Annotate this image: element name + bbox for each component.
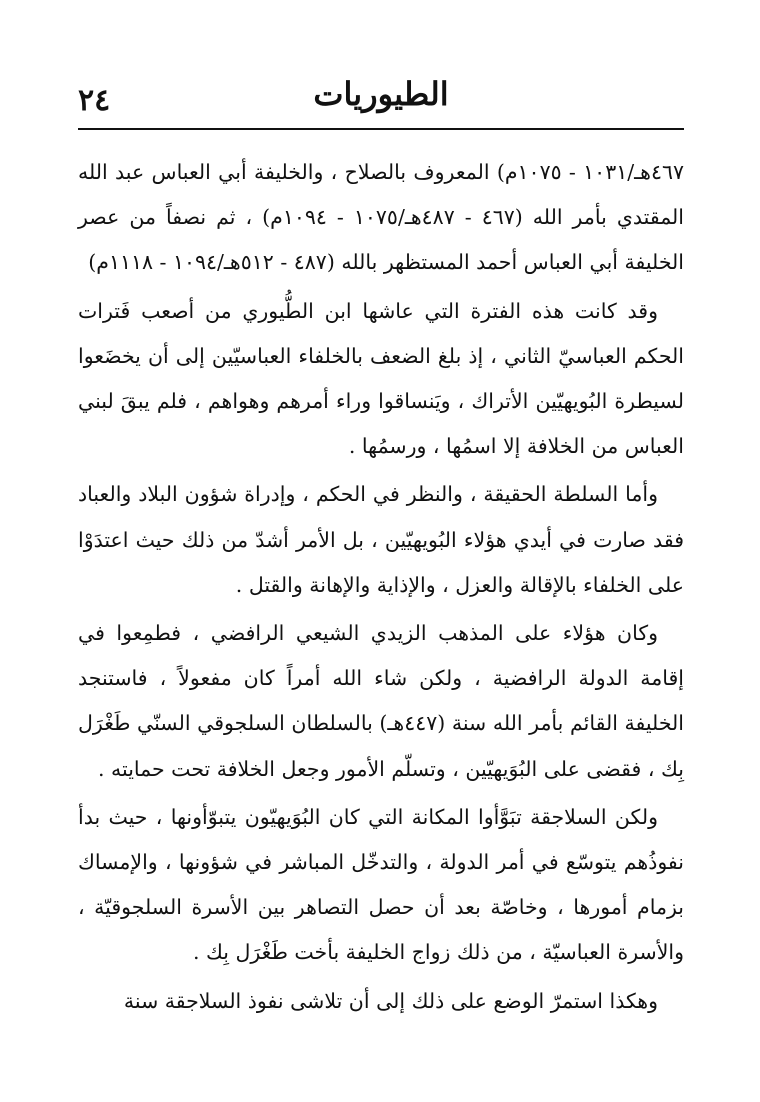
paragraph: ولكن السلاجقة تبَوَّأوا المكانة التي كان البُوَيهيّون يتبوّأونها ، حيث بدأ نفوذُهم يتوسّع في أمر الدولة ، والتدخّل المباشر في شؤونها ، والإمساك بزمام أمورها ، وخاصّة بعد أن حصل التصاهر بين الأسرة السلجوقيّة ، والأسرة العباسيّة ، من ذلك زواج الخليفة بأخت طَغْرَل بِك .	[78, 804, 684, 965]
header-rule	[78, 128, 684, 130]
paragraph: وقد كانت هذه الفترة التي عاشها ابن الطُّيوري من أصعب فَترات الحكم العباسيّ الثاني ، إذ بلغ الضعف بالخلفاء العباسيّين إلى أن يخضَعوا لسيطرة البُويهيّين الأتراك ، ويَنساقوا وراء أمرهم وهواهم ، فلم يبقَ لبني العباس من الخلافة إلا اسمُها ، ورسمُها .	[78, 298, 684, 459]
page-header	[78, 70, 684, 126]
paragraph: ٤٦٧هـ/١٠٣١ - ١٠٧٥م) المعروف بالصلاح ، والخليفة أبي العباس عبد الله المقتدي بأمر الله (٤٦٧ - ٤٨٧هـ/١٠٧٥ - ١٠٩٤م) ، ثم نصفاً من عصر الخليفة أبي العباس أحمد المستظهر بالله (٤٨٧ - ٥١٢هـ/١٠٩٤ - ١١١٨م)	[78, 160, 684, 275]
paragraph: وهكذا استمرّ الوضع على ذلك إلى أن تلاشى نفوذ السلاجقة سنة	[123, 988, 658, 1013]
body-text	[78, 150, 684, 1024]
paragraph: وكان هؤلاء على المذهب الزيدي الشيعي الرافضي ، فطمِعوا في إقامة الدولة الرافضية ، ولكن شاء الله أمراً كان مفعولاً ، فاستنجد الخليفة القائم بأمر الله سنة (٤٤٧هـ) بالسلطان السلجوقي السنّي طَغْرَل بِك ، فقضى على البُوَيهيّين ، وتسلّم الأمور وجعل الخلافة تحت حمايته .	[78, 621, 684, 781]
page-number: ٢٤	[78, 83, 111, 118]
paragraph: وأما السلطة الحقيقة ، والنظر في الحكم ، وإدراة شؤون البلاد والعباد فقد صارت في أيدي هؤلاء البُويهيّين ، بل الأمر أشدّ من ذلك حيث اعتدَوْا على الخلفاء بالإقالة والعزل ، والإذاية والإهانة والقتل .	[78, 482, 684, 597]
running-title: الطيوريات	[313, 75, 449, 113]
